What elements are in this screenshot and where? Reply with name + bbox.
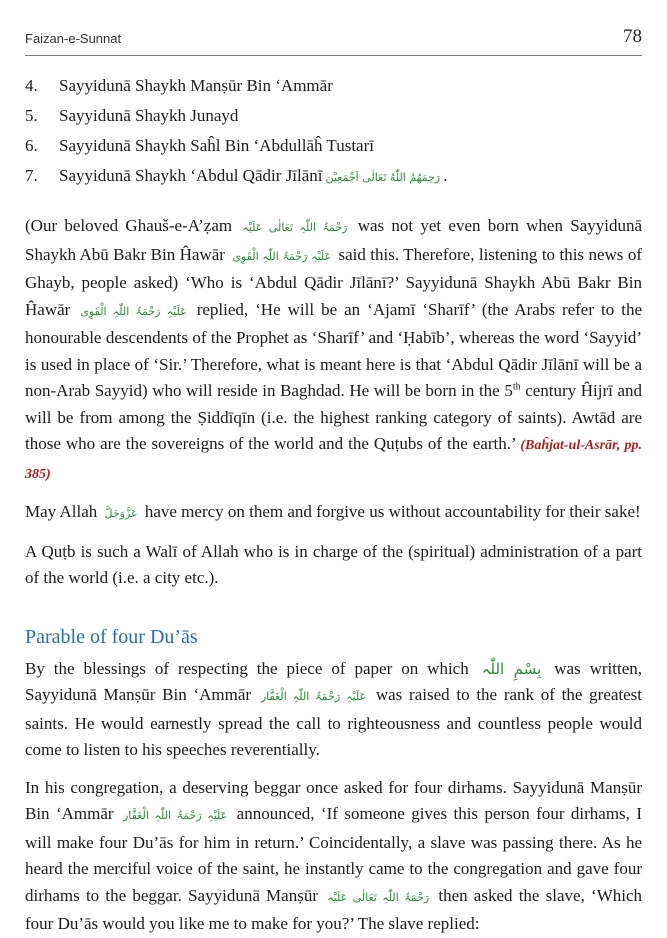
arabic-honorific: عَلَیْہِ رَحْمَۃُ اللّٰہِ الْغَفَّار <box>122 809 228 822</box>
paragraph-blessings: By the blessings of respecting the piece of paper on which بِسْمِ اللّٰہ was written, Sayyidunā Manṣūr Bin ‘Ammār عَلَیْہِ رَحْمَۃُ اللّٰہِ الْغَفَّار was raised to the rank of the greatest saints. He would earnestly spread the call to righteousness and countless people would come to listen to his speeches reverentially. <box>25 658 643 759</box>
arabic-honorific: رَحْمَۃُ اللّٰہِ تَعَالٰی عَلَیْہ <box>242 221 348 234</box>
citation: (Baĥjat-ul-Asrār, pp. 385) <box>25 438 642 482</box>
arabic-honorific: رَحْمَۃُ اللّٰہِ تَعَالٰی عَلَیْہ <box>327 890 430 904</box>
paragraph-ghaus: (Our beloved Ghauš-e-A’ẓam رَحْمَۃُ اللّٰہِ تَعَالٰی عَلَیْہ was not yet even born when Sayyidunā Shaykh Abū Bakr Bin Ĥawār عَلَیْہِ رَحْمَۃُ اللّٰہِ الْقَوِی said this. Therefore, listening to this news of Ghayb, people asked) ‘Who is ‘Abdul Qādir Jīlānī?’ Sayyidunā Shaykh Abū Bakr Bin Ĥawār عَلَیْہِ رَحْمَۃُ اللّٰہِ الْقَوِی replied, ‘He will be an ‘Ajamī ‘Sharīf’ (the Arabs refer to the honourable descendents of the Prophet as ‘Sharīf’ and ‘Ḥabīb’, whereas the word ‘Sayyid’ is used in place of ‘Sir.’ Therefore, what is meant here is that ‘Abdul Qādir Jīlānī will be a non-Arab Sayyid) who will reside in Baghdad. He will be born in the 5th century Ĥijrī and will be from among the Ṣiddīqīn (i.e. the highest ranking category of saints). Awtād are those who are the sovereigns of the world and the Quṭubs of the earth.’ (Baĥjat-ul-Asrār, pp. 385) <box>25 216 643 482</box>
section-heading: Parable of four Du’ās <box>25 625 198 648</box>
arabic-honorific: عَلَیْہِ رَحْمَۃُ اللّٰہِ الْقَوِی <box>80 304 187 318</box>
saints-list <box>25 71 642 191</box>
paragraph-congregation: In his congregation, a deserving beggar once asked for four dirhams. Sayyidunā Manṣūr Bin ‘Ammār عَلَیْہِ رَحْمَۃُ اللّٰہِ الْغَفَّار announced, ‘If someone gives this person four dirhams, I will make four Du’ās for him in return.’ Coincidentally, a slave was passing there. As he heard the merciful voice of the saint, he instantly came to the congregation and gave four dirhams to the beggar. Sayyidunā Manṣūr رَحْمَۃُ اللّٰہِ تَعَالٰی عَلَیْہ then asked the slave, ‘Which four Du’ās would you like me to make for you?’ The slave replied: <box>25 777 643 933</box>
list-item: 4. Sayyidunā Shaykh Manṣūr Bin ‘Ammār <box>25 76 333 95</box>
bismillah-calligraphy: بِسْمِ اللّٰہ <box>481 659 542 678</box>
page-number: 78 <box>623 26 642 47</box>
arabic-honorific: عَلَیْہِ رَحْمَۃُ اللّٰہِ الْقَوِی <box>232 249 332 263</box>
arabic-honorific: عَلَیْہِ رَحْمَۃُ اللّٰہِ الْغَفَّار <box>260 690 367 703</box>
arabic-honorific: عَزَّوَجَلَّ <box>104 507 138 520</box>
running-title: Faizan-e-Sunnat <box>25 31 122 46</box>
list-item: 7. Sayyidunā Shaykh ‘Abdul Qādir Jīlānī رَحِمَهُمُ اللّٰهُ تَعَالٰی اَجْمَعِیْن . <box>25 166 448 185</box>
header-rule <box>25 55 642 56</box>
paragraph-dua: May Allah عَزَّوَجَلَّ have mercy on them and forgive us without accountability for their sake! <box>25 502 641 521</box>
list-item: 5. Sayyidunā Shaykh Junayd <box>25 106 239 125</box>
list-item: 6. Sayyidunā Shaykh Saĥl Bin ‘Abdullāĥ Tustarī <box>25 136 374 155</box>
page-body <box>25 68 642 938</box>
paragraph-qutb: A Quṭb is such a Walī of Allah who is in charge of the (spiritual) administration of a part of the world (i.e. a city etc.). <box>25 541 642 587</box>
arabic-honorific: رَحِمَهُمُ اللّٰهُ تَعَالٰی اَجْمَعِیْن <box>325 171 441 184</box>
page-header <box>25 22 642 52</box>
